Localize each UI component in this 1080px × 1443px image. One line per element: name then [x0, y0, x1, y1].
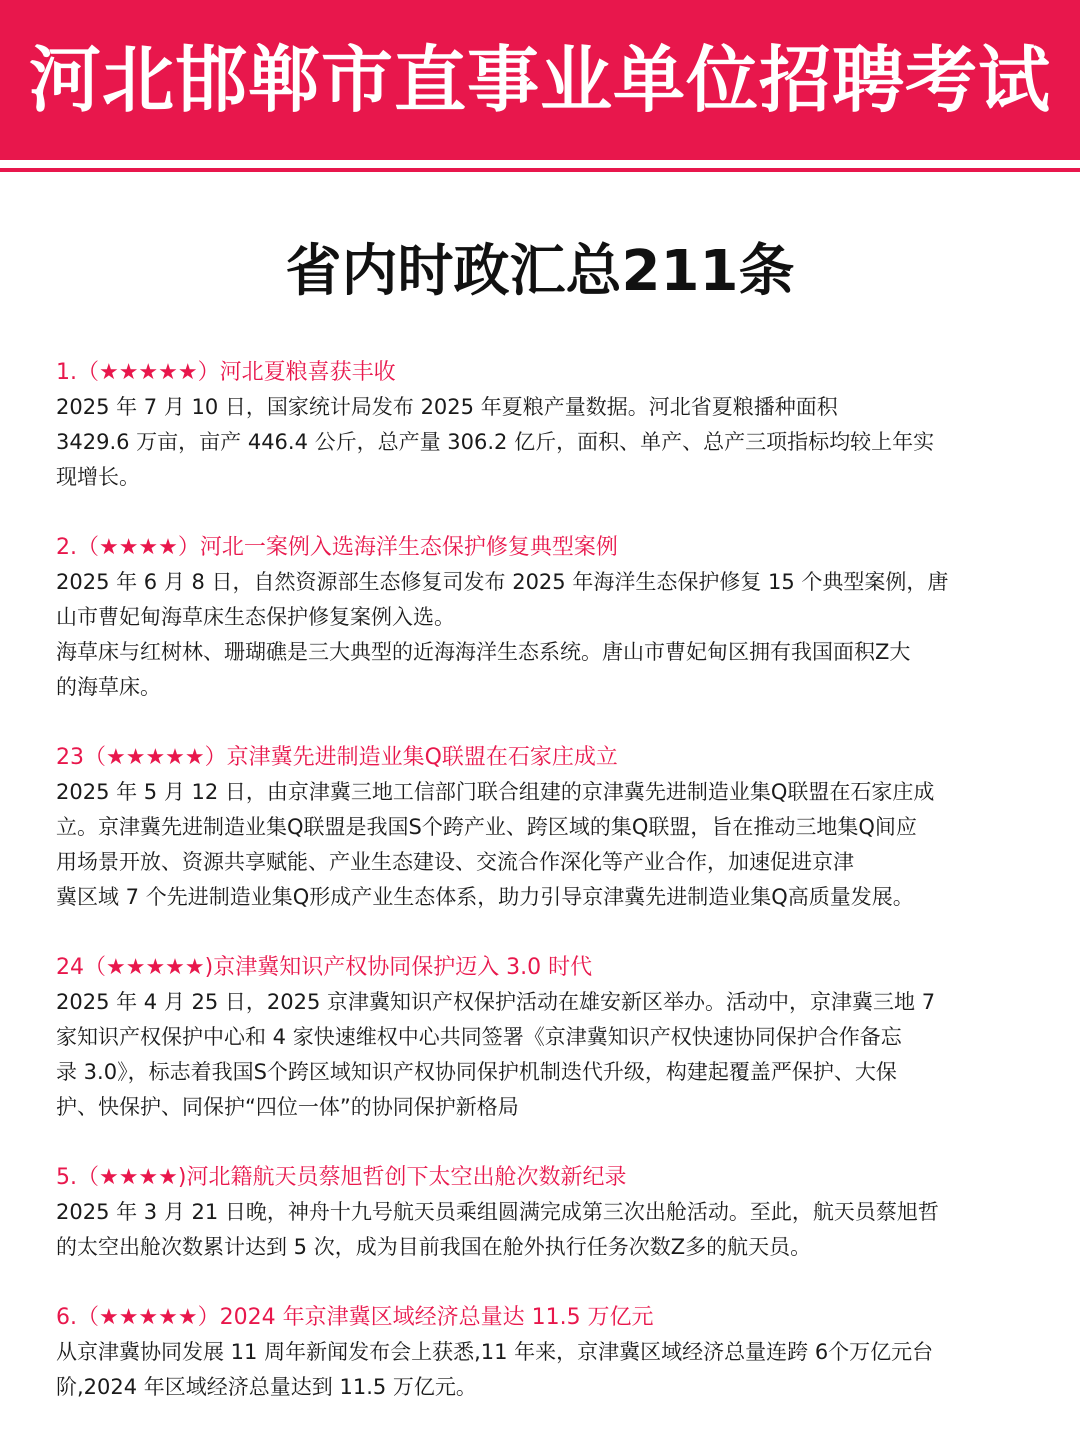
body-line: 2025 年 5 月 12 日，由京津冀三地工信部门联合组建的京津冀先进制造业集Q联盟在石家庄成: [56, 780, 935, 804]
body-line: 阶,2024 年区域经济总量达到 11.5 万亿元。: [56, 1375, 477, 1399]
news-item-heading: 1.（★★★★★）河北夏粮喜获丰收: [56, 360, 396, 385]
news-item: [56, 740, 1026, 915]
news-item-body: [56, 985, 1026, 1125]
body-line: 护、快保护、同保护“四位一体”的协同保护新格局: [56, 1095, 519, 1119]
banner-divider: [0, 168, 1080, 172]
body-line: 立。京津冀先进制造业集Q联盟是我国S个跨产业、跨区域的集Q联盟，旨在推动三地集Q间应: [56, 815, 917, 839]
body-line: 3429.6 万亩，亩产 446.4 公斤，总产量 306.2 亿斤，面积、单产、总产三项指标均较上年实: [56, 430, 935, 454]
news-item: [56, 1160, 1026, 1265]
body-line: 的太空出舱次数累计达到 5 次，成为目前我国在舱外执行任务次数Z多的航天员。: [56, 1235, 812, 1259]
news-item-heading: 5.（★★★★)河北籍航天员蔡旭哲创下太空出舱次数新纪录: [56, 1165, 627, 1190]
page-title: 省内时政汇总211条: [285, 239, 795, 304]
news-item-body: [56, 565, 1026, 705]
body-line: 从京津冀协同发展 11 周年新闻发布会上获悉,11 年来，京津冀区域经济总量连跨 6个万亿元台: [56, 1340, 934, 1364]
news-item-heading: 24（★★★★★)京津冀知识产权协同保护迈入 3.0 时代: [56, 955, 593, 980]
body-line: 录 3.0》，标志着我国S个跨区域知识产权协同保护机制迭代升级，构建起覆盖严保护、大保: [56, 1060, 897, 1084]
body-line: 现增长。: [56, 465, 140, 489]
body-line: 的海草床。: [56, 675, 161, 699]
news-item: [56, 950, 1026, 1125]
news-item-body: [56, 1195, 1026, 1265]
news-item-heading: 23（★★★★★）京津冀先进制造业集Q联盟在石家庄成立: [56, 745, 618, 770]
banner-title: 河北邯郸市直事业单位招聘考试: [28, 38, 1051, 122]
body-line: 冀区域 7 个先进制造业集Q形成产业生态体系，助力引导京津冀先进制造业集Q高质量发展。: [56, 885, 914, 909]
news-item: [56, 530, 1026, 705]
body-line: 2025 年 6 月 8 日，自然资源部生态修复司发布 2025 年海洋生态保护修复 15 个典型案例，唐: [56, 570, 949, 594]
news-item-heading: 2.（★★★★）河北一案例入选海洋生态保护修复典型案例: [56, 535, 618, 560]
body-line: 2025 年 7 月 10 日，国家统计局发布 2025 年夏粮产量数据。河北省夏粮播种面积: [56, 395, 838, 419]
news-item-body: [56, 1335, 1026, 1405]
body-line: 海草床与红树林、珊瑚礁是三大典型的近海海洋生态系统。唐山市曹妃甸区拥有我国面积Z大: [56, 640, 911, 664]
news-item-heading: 6.（★★★★★）2024 年京津冀区域经济总量达 11.5 万亿元: [56, 1305, 654, 1330]
body-line: 山市曹妃甸海草床生态保护修复案例入选。: [56, 605, 455, 629]
body-line: 2025 年 3 月 21 日晚，神舟十九号航天员乘组圆满完成第三次出舱活动。至此，航天员蔡旭哲: [56, 1200, 939, 1224]
body-line: 家知识产权保护中心和 4 家快速维权中心共同签署《京津冀知识产权快速协同保护合作备忘: [56, 1025, 902, 1049]
header-banner: [0, 0, 1080, 160]
news-item-body: [56, 775, 1026, 915]
news-item-body: [56, 390, 1026, 495]
news-item: [56, 355, 1026, 495]
news-item: [56, 1300, 1026, 1405]
body-line: 2025 年 4 月 25 日，2025 京津冀知识产权保护活动在雄安新区举办。活动中，京津冀三地 7: [56, 990, 936, 1014]
body-line: 用场景开放、资源共享赋能、产业生态建设、交流合作深化等产业合作，加速促进京津: [56, 850, 854, 874]
